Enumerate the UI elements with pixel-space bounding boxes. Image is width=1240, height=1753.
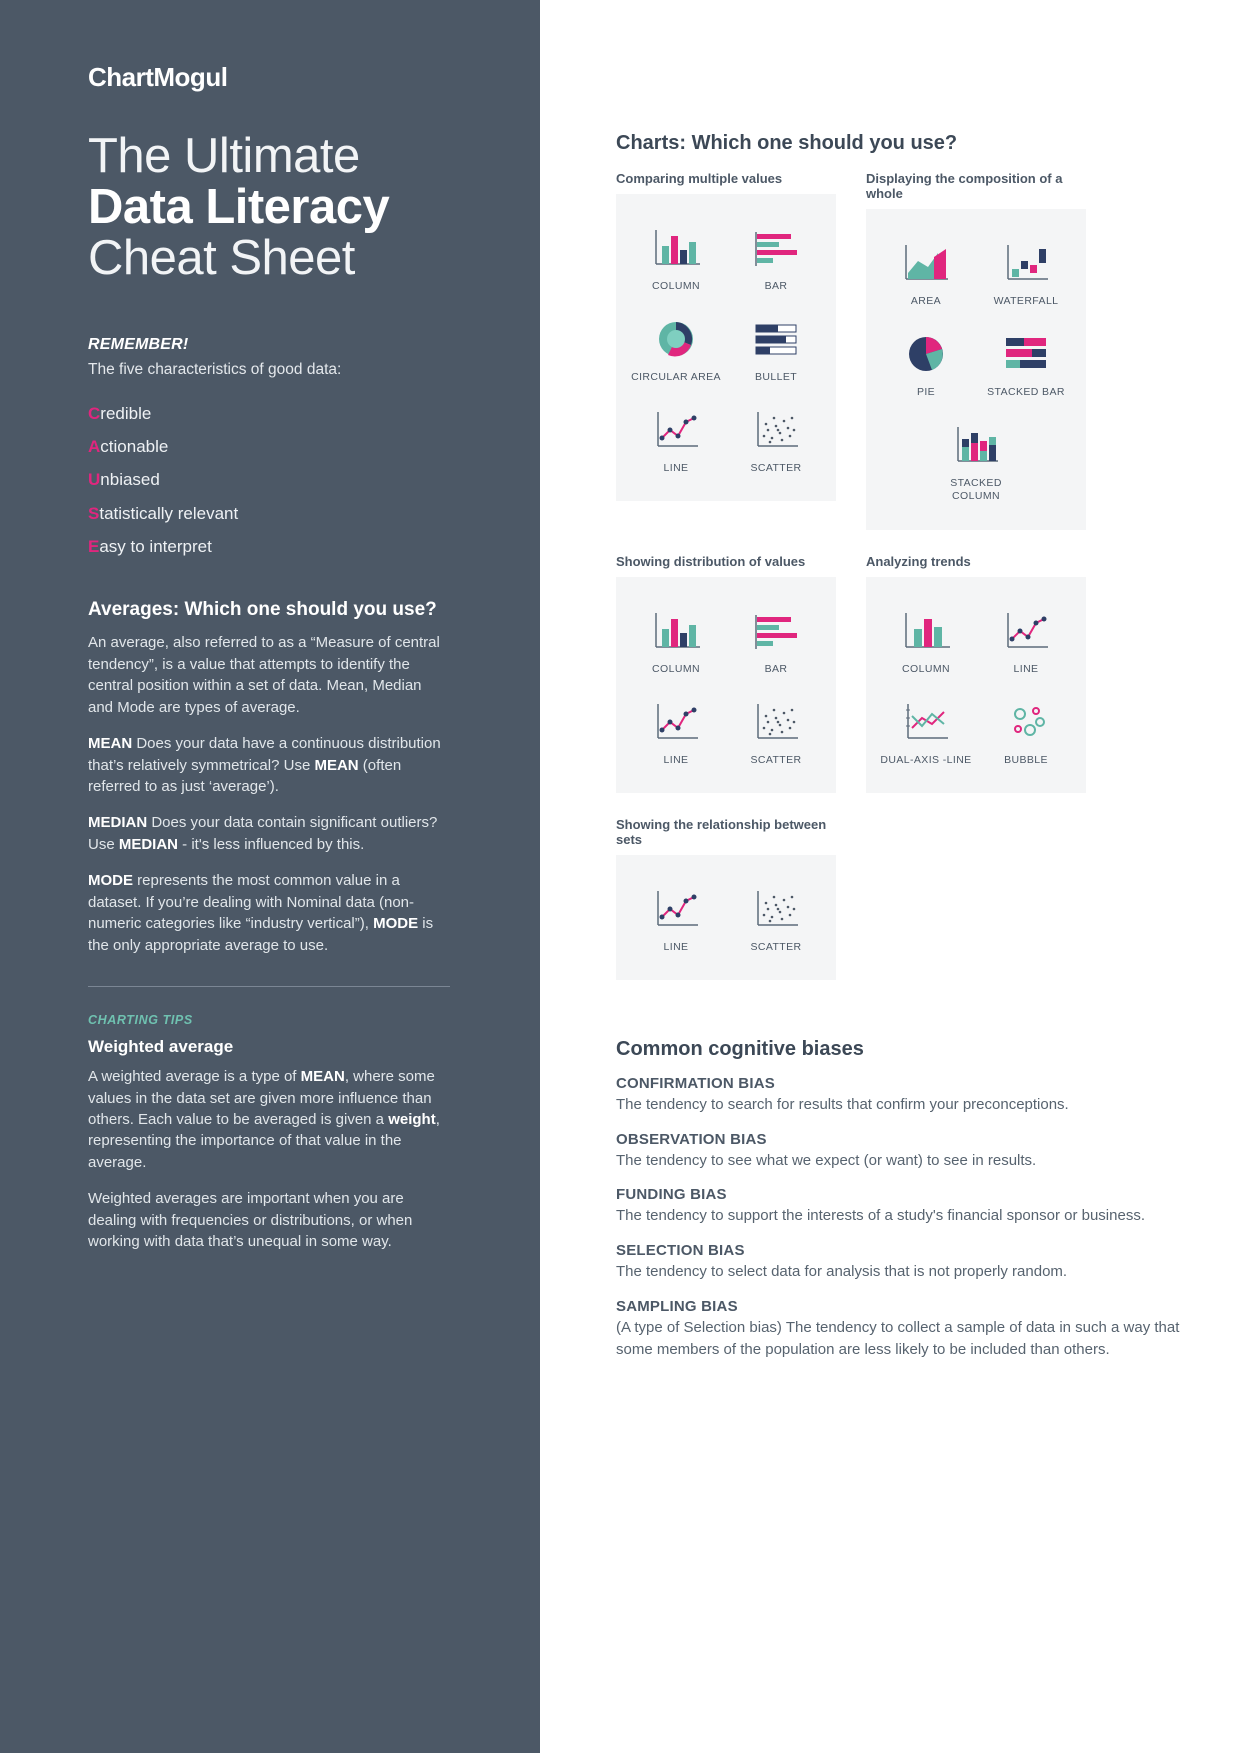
caused-rest: nbiased (100, 470, 160, 490)
column-gap (540, 0, 556, 1753)
chart-item-bar[interactable] (726, 595, 826, 686)
group-label: Showing distribution of values (616, 553, 806, 569)
chart-label: LINE (663, 753, 689, 766)
chart-label: COLUMN (652, 280, 700, 292)
bias-name: SAMPLING BIAS (616, 1297, 738, 1315)
bias-description: The tendency to support the interests of a study's financial sponsor or business. (616, 1207, 1145, 1225)
cognitive-biases-section (616, 1038, 1180, 1361)
bias-name: FUNDING BIAS (616, 1186, 727, 1204)
chart-label: SCATTER (750, 753, 802, 766)
caused-initial: A (88, 437, 101, 457)
column-chart-icon (628, 603, 724, 655)
list-item (88, 430, 450, 463)
chart-item-column[interactable] (626, 595, 726, 686)
group-label: Analyzing trends (866, 553, 971, 569)
bias-item (616, 1131, 1180, 1172)
median-label-2: MEDIAN (118, 835, 179, 853)
bar-chart-icon (728, 220, 824, 272)
chart-label: STACKED BAR (987, 386, 1065, 399)
tips-p1-b: , where some values in the data set are given more influence than others. Each value to be averaged is given a (88, 1068, 435, 1128)
list-item (88, 397, 450, 430)
remember-subheading: The five characteristics of good data: (88, 360, 342, 378)
remember-heading: REMEMBER! (88, 335, 189, 353)
caused-initial: S (88, 503, 100, 523)
chart-label: CIRCULAR AREA (631, 371, 721, 384)
chart-label: BUBBLE (1004, 753, 1048, 766)
tips-weight: weight (388, 1110, 436, 1128)
line-chart-icon (628, 402, 724, 454)
bias-description: The tendency to search for results that confirm your preconceptions. (616, 1095, 1069, 1113)
chart-card (616, 194, 836, 501)
chart-card (866, 209, 1086, 530)
chart-label: PIE (916, 386, 936, 399)
bias-item (616, 1298, 1180, 1361)
charts-heading: Charts: Which one should you use? (616, 132, 958, 154)
mean-text-a: Does your data have a continuous distribution that’s relatively symmetrical? Use (88, 735, 441, 774)
caused-initial: E (88, 537, 100, 557)
chart-item-line[interactable] (626, 873, 726, 964)
chart-label: LINE (663, 462, 689, 475)
mode-text-b: is the only appropriate average to use. (88, 915, 434, 954)
bias-item (616, 1186, 1180, 1227)
chart-card (866, 577, 1086, 793)
chart-group-relationship (616, 817, 836, 980)
tips-p1-a: A weighted average is a type of (88, 1068, 301, 1086)
chart-item-waterfall[interactable] (976, 227, 1076, 318)
title-line-3: Cheat Sheet (88, 230, 355, 285)
caused-rest: tatistically relevant (99, 503, 239, 523)
chart-label: BULLET (754, 371, 798, 384)
bias-name: SELECTION BIAS (616, 1242, 745, 1260)
bullet-chart-icon (728, 311, 824, 363)
scatter-chart-icon (728, 881, 824, 933)
chart-item-column[interactable] (876, 595, 976, 686)
chart-label: WATERFALL (993, 295, 1059, 307)
chart-item-scatter[interactable] (726, 394, 826, 485)
mode-paragraph (88, 870, 450, 956)
median-paragraph (88, 812, 450, 855)
chart-group-comparing (616, 171, 836, 530)
weighted-average-paragraph-1 (88, 1066, 450, 1173)
chart-item-scatter[interactable] (726, 686, 826, 777)
bubble-chart-icon (978, 694, 1074, 746)
main-content (556, 0, 1240, 1753)
mean-paragraph (88, 733, 450, 797)
stacked-column-chart-icon (928, 417, 1024, 469)
pie-chart-icon (878, 326, 974, 378)
line-chart-icon (628, 694, 724, 746)
chart-label: BAR (764, 662, 788, 675)
chart-label: COLUMN (902, 662, 950, 675)
chart-item-bubble[interactable] (976, 686, 1076, 777)
circular-area-chart-icon (628, 311, 724, 363)
charts-row-1 (616, 171, 1180, 530)
bias-item (616, 1075, 1180, 1116)
page-title (88, 131, 450, 284)
bias-description: The tendency to select data for analysis that is not properly random. (616, 1263, 1068, 1281)
chart-group-composition (866, 171, 1086, 530)
mean-label: MEAN (88, 735, 133, 753)
divider (88, 986, 450, 987)
charting-tips-section (88, 1013, 450, 1253)
chart-item-circular-area[interactable] (626, 303, 726, 394)
chart-label: BAR (764, 280, 788, 292)
list-item (88, 463, 450, 496)
sidebar (0, 0, 540, 1753)
caused-rest: asy to interpret (99, 537, 212, 557)
waterfall-chart-icon (978, 235, 1074, 287)
chart-label: SCATTER (750, 462, 802, 475)
chart-label: DUAL-AXIS -LINE (880, 753, 972, 766)
title-line-1: The Ultimate (88, 129, 360, 183)
caused-initial: C (88, 403, 101, 423)
chart-item-area[interactable] (876, 227, 976, 318)
list-item (88, 530, 450, 563)
stacked-bar-chart-icon (978, 326, 1074, 378)
tips-p1-c: , representing the importance of that value in the average. (88, 1110, 440, 1171)
title-line-2: Data Literacy (88, 179, 390, 234)
weighted-average-heading: Weighted average (88, 1037, 234, 1057)
chart-group-distribution (616, 554, 836, 793)
tips-mean: MEAN (300, 1068, 345, 1086)
chart-label: AREA (910, 295, 942, 307)
chart-card (616, 855, 836, 980)
biases-heading: Common cognitive biases (616, 1037, 864, 1060)
line-chart-icon (628, 881, 724, 933)
chart-item-scatter[interactable] (726, 873, 826, 964)
chart-item-pie[interactable] (876, 318, 976, 409)
mean-text-b: (often referred to as just ‘average’). (88, 756, 402, 796)
mode-text-a: represents the most common value in a dataset. If you’re dealing with Nominal data (non-numeric categories like “industry vertical”), (88, 872, 415, 933)
chart-label: LINE (1013, 662, 1039, 675)
bias-description: The tendency to see what we expect (or want) to see in results. (616, 1151, 1037, 1169)
bias-name: OBSERVATION BIAS (616, 1130, 767, 1148)
weighted-average-paragraph-2: Weighted averages are important when you are dealing with frequencies or distributions, or when working with data that’s unequal in some way. (88, 1190, 413, 1251)
chart-item-stacked-bar[interactable] (976, 318, 1076, 409)
bar-chart-icon (728, 603, 824, 655)
scatter-chart-icon (728, 402, 824, 454)
chart-label: COLUMN (652, 662, 700, 675)
chart-item-line[interactable] (626, 394, 726, 485)
mode-label-2: MODE (373, 915, 419, 933)
chartmogul-logo: ChartMogul (88, 62, 228, 92)
chart-item-bullet[interactable] (726, 303, 826, 394)
median-text-a: Does your data contain significant outliers? Use (88, 814, 438, 853)
chart-item-line[interactable] (626, 686, 726, 777)
chart-item-column[interactable] (626, 212, 726, 303)
median-label: MEDIAN (88, 814, 148, 832)
chart-item-stacked-column[interactable] (926, 409, 1026, 513)
chart-card (616, 577, 836, 793)
median-text-b: - it's less influenced by this. (178, 835, 365, 853)
mean-label-2: MEAN (314, 756, 359, 774)
bias-description: (A type of Selection bias) The tendency to collect a sample of data in such a way that some members of the population are less likely to be included than others. (616, 1318, 1180, 1358)
caused-rest: ctionable (100, 437, 169, 457)
averages-intro: An average, also referred to as a “Measure of central tendency”, is a value that attempts to identify the central position within a set of data. Mean, Median and Mode are types of average. (88, 634, 440, 716)
group-label: Showing the relationship between sets (616, 816, 827, 847)
list-item (88, 497, 450, 530)
bias-name: CONFIRMATION BIAS (616, 1074, 775, 1092)
chart-label: LINE (663, 940, 689, 953)
chart-group-trends (866, 554, 1086, 793)
charts-row-3 (616, 817, 1180, 980)
dual-axis-line-chart-icon (878, 694, 974, 746)
chart-label: SCATTER (750, 940, 802, 953)
averages-heading: Averages: Which one should you use? (88, 599, 437, 621)
remember-section (88, 336, 450, 564)
chart-item-line[interactable] (976, 595, 1076, 686)
bias-item (616, 1242, 1180, 1283)
mode-label: MODE (88, 872, 133, 890)
chart-item-bar[interactable] (726, 212, 826, 303)
column-chart-icon (878, 603, 974, 655)
caused-list (88, 397, 450, 564)
caused-initial: U (88, 470, 101, 490)
caused-rest: redible (100, 403, 152, 423)
column-chart-icon (628, 220, 724, 272)
group-label: Displaying the composition of a whole (866, 171, 1063, 201)
line-chart-icon (978, 603, 1074, 655)
charting-tips-label: CHARTING TIPS (88, 1013, 193, 1028)
chart-label: STACKED COLUMN (950, 477, 1002, 503)
group-label: Comparing multiple values (616, 171, 783, 186)
chart-item-dual-axis-line[interactable] (876, 686, 976, 777)
charts-row-2 (616, 554, 1180, 793)
scatter-chart-icon (728, 694, 824, 746)
averages-section (88, 599, 450, 956)
area-chart-icon (878, 235, 974, 287)
